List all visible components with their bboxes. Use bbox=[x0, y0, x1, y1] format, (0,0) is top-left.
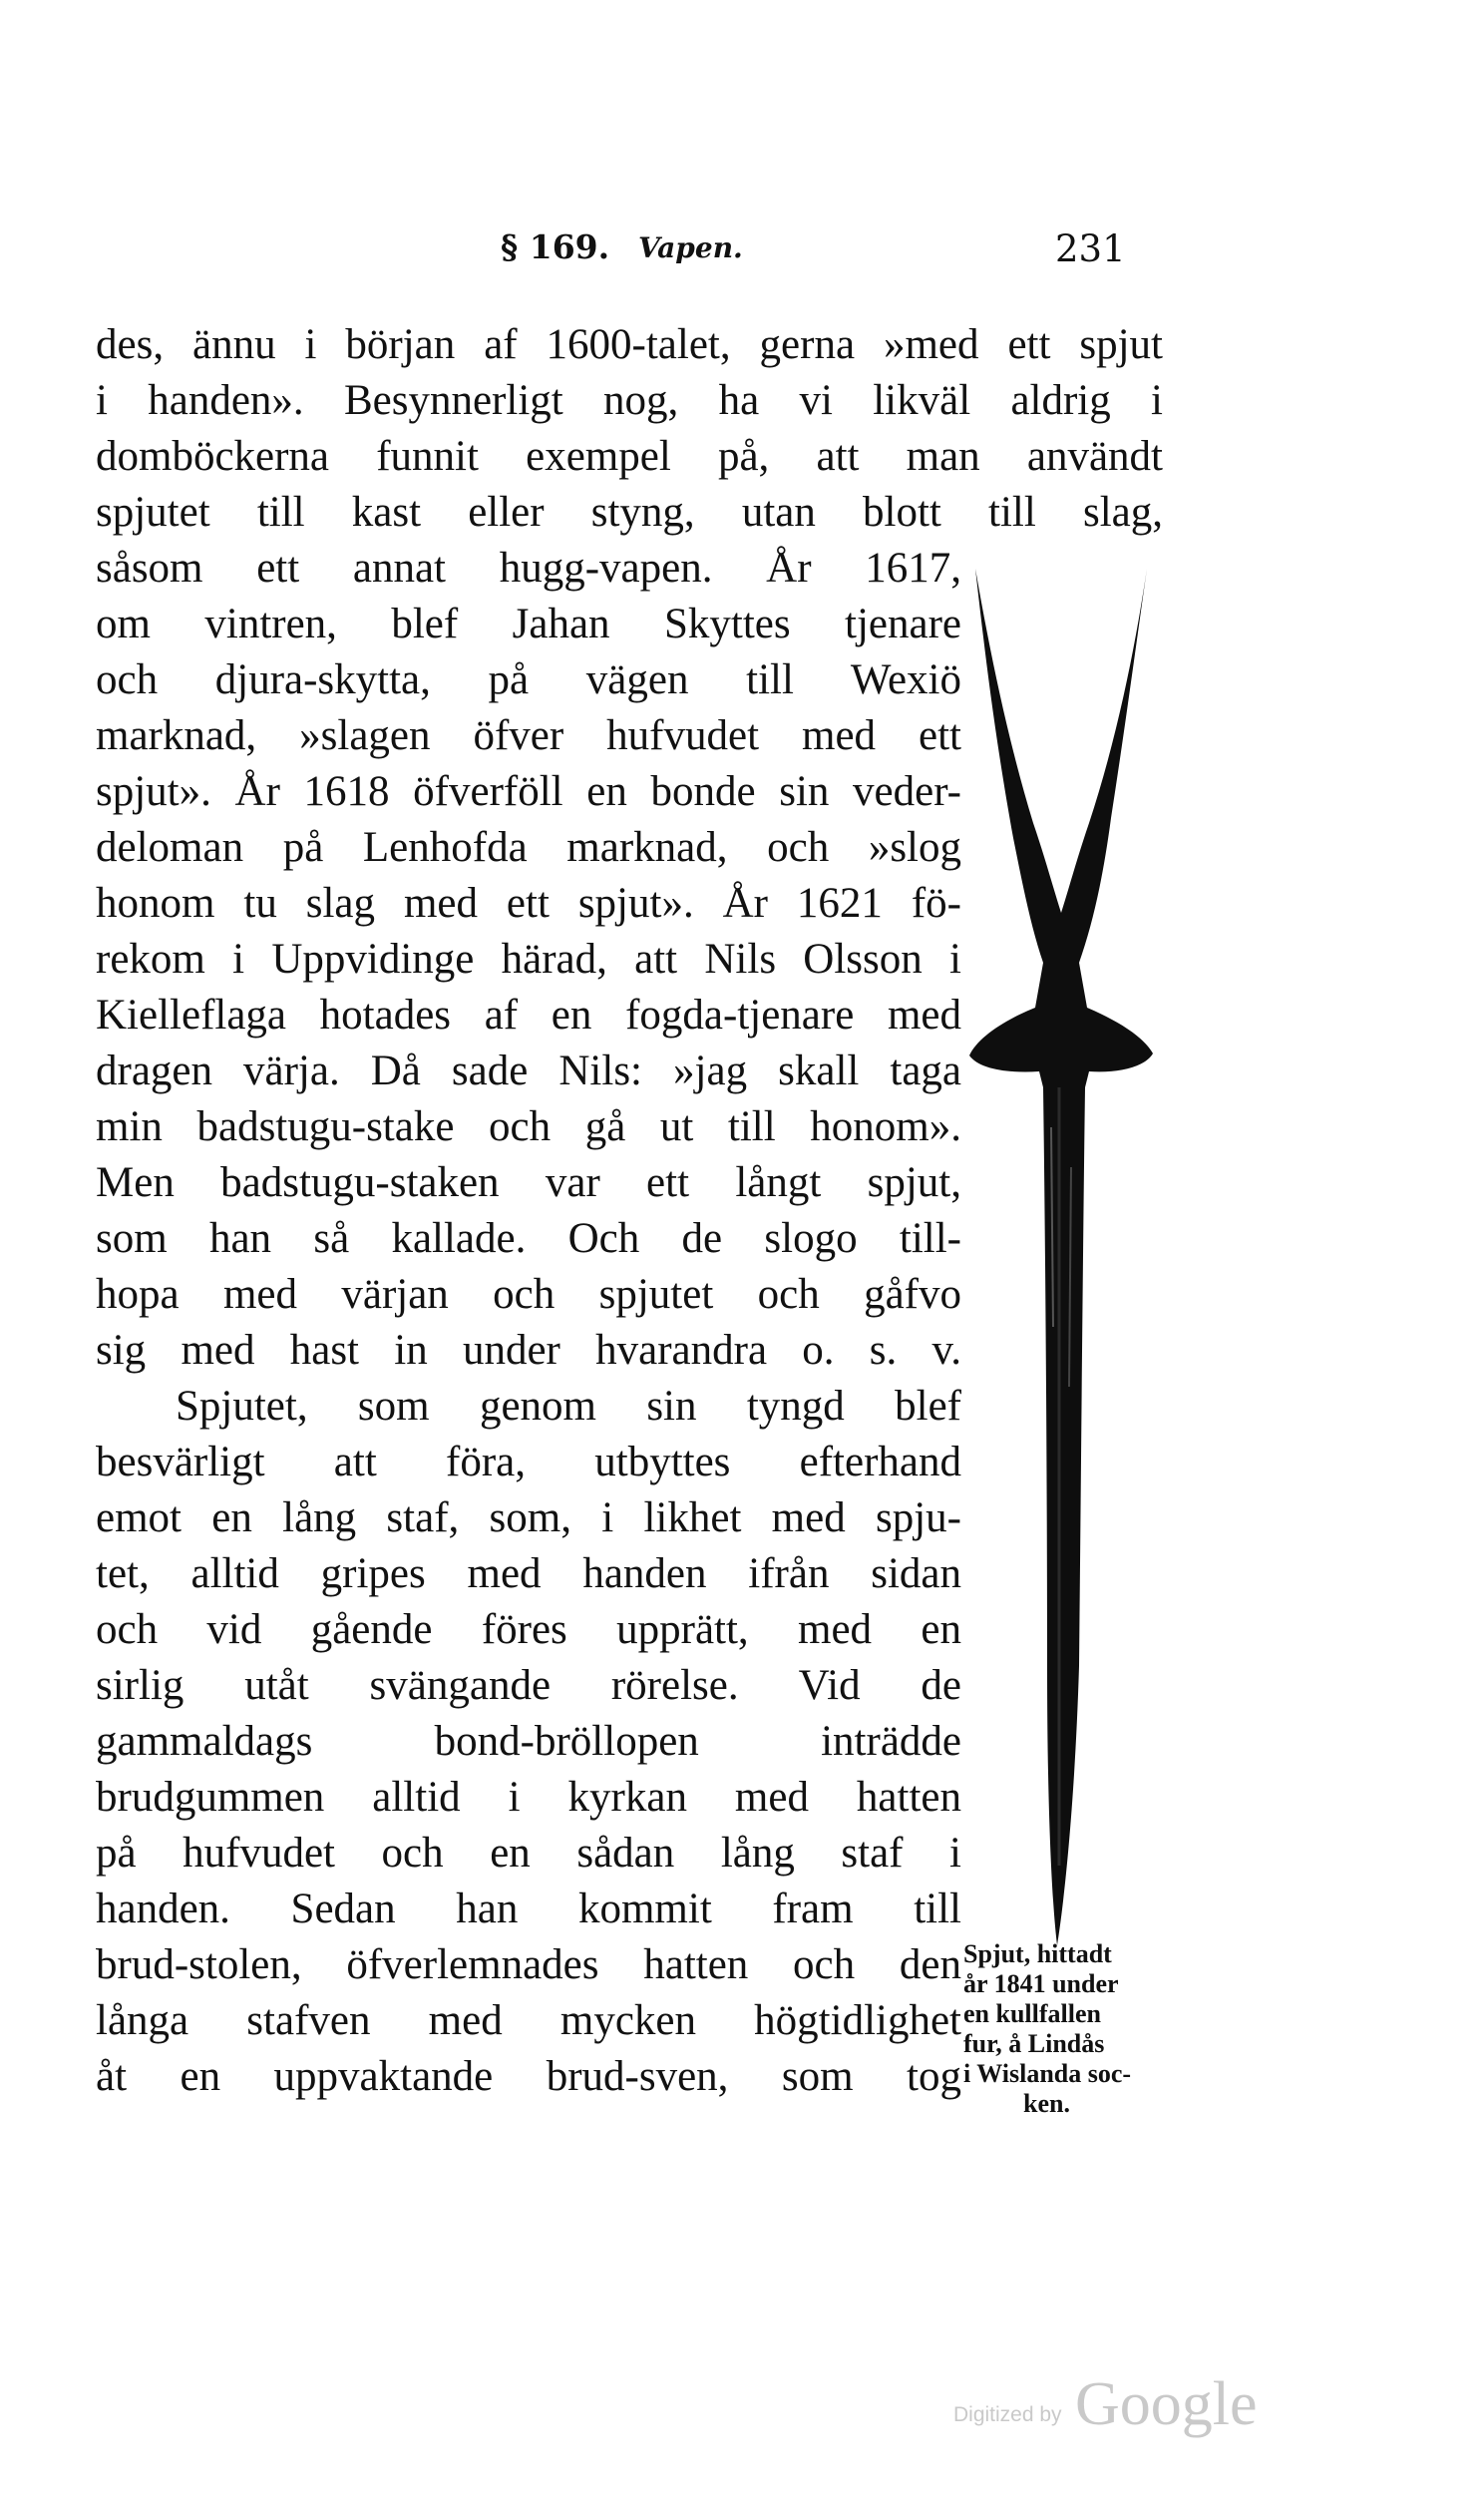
digitized-watermark bbox=[953, 2369, 1258, 2439]
text-line: domböckerna funnit exempel på, att man användt bbox=[96, 433, 1163, 480]
text-line: långa stafven med mycken högtidlighet bbox=[96, 1997, 961, 2044]
text-line: Men badstugu-staken var ett långt spjut, bbox=[96, 1159, 961, 1206]
spear-head bbox=[969, 569, 1153, 1945]
google-logo: Google bbox=[1075, 2370, 1258, 2438]
text-line: gammaldags bond-bröllopen inträdde bbox=[96, 1718, 961, 1765]
running-header bbox=[0, 227, 1484, 277]
text-line: des, ännu i början af 1600-talet, gerna »med ett spjut bbox=[96, 321, 1163, 368]
text-line: om vintren, blef Jahan Skyttes tjenare bbox=[96, 601, 961, 647]
text-line: såsom ett annat hugg-vapen. År 1617, bbox=[96, 545, 961, 592]
caption-line: Spjut, hittadt bbox=[963, 1939, 1112, 1968]
text-line: brud-stolen, öfverlemnades hatten och den bbox=[96, 1941, 961, 1988]
text-line: sig med hast in under hvarandra o. s. v. bbox=[96, 1327, 961, 1374]
text-line: Spjutet, som genom sin tyngd blef bbox=[176, 1383, 961, 1430]
caption-line: en kullfallen bbox=[963, 1999, 1101, 2028]
text-line: honom tu slag med ett spjut». År 1621 fö- bbox=[96, 880, 961, 927]
text-line: min badstugu-stake och gå ut till honom». bbox=[96, 1103, 961, 1150]
text-line: marknad, »slagen öfver hufvudet med ett bbox=[96, 712, 961, 759]
text-line: dragen värja. Då sade Nils: »jag skall taga bbox=[96, 1048, 961, 1094]
text-line: på hufvudet och en sådan lång staf i bbox=[96, 1830, 961, 1877]
spear-illustration bbox=[965, 569, 1155, 1945]
figure-caption bbox=[963, 1939, 1183, 2119]
caption-line: år 1841 under bbox=[963, 1969, 1119, 1998]
text-line: tet, alltid gripes med handen ifrån sidan bbox=[96, 1550, 961, 1597]
text-line: och djura-skytta, på vägen till Wexiö bbox=[96, 656, 961, 703]
caption-line: i Wislanda soc- bbox=[963, 2059, 1132, 2088]
text-line: hopa med värjan och spjutet och gåfvo bbox=[96, 1271, 961, 1318]
header-section: § 169. bbox=[501, 227, 610, 266]
text-line: rekom i Uppvidinge härad, att Nils Olsson i bbox=[96, 936, 961, 983]
caption-line: ken. bbox=[1023, 2089, 1070, 2118]
text-line: handen. Sedan han kommit fram till bbox=[96, 1886, 961, 1932]
text-line: spjutet till kast eller styng, utan blott till slag, bbox=[96, 489, 1163, 536]
text-line: och vid gående föres upprätt, med en bbox=[96, 1606, 961, 1653]
text-line: spjut». År 1618 öfverföll en bonde sin veder- bbox=[96, 768, 961, 815]
text-line: som han så kallade. Och de slogo till- bbox=[96, 1215, 961, 1262]
text-line: besvärligt att föra, utbyttes efterhand bbox=[96, 1439, 961, 1485]
text-line: åt en uppvaktande brud-sven, som tog bbox=[96, 2053, 961, 2100]
page-number: 231 bbox=[1055, 227, 1126, 270]
caption-line: fur, å Lindås bbox=[963, 2029, 1105, 2058]
text-line: i handen». Besynnerligt nog, ha vi likväl aldrig i bbox=[96, 377, 1163, 424]
text-line: Kielleflaga hotades af en fogda-tjenare med bbox=[96, 992, 961, 1039]
text-line: emot en lång staf, som, i likhet med spju- bbox=[96, 1494, 961, 1541]
text-line: deloman på Lenhofda marknad, och »slog bbox=[96, 824, 961, 871]
header-title: Vapen. bbox=[638, 231, 743, 264]
text-line: sirlig utåt svängande rörelse. Vid de bbox=[96, 1662, 961, 1709]
watermark-prefix: Digitized by bbox=[953, 2403, 1062, 2426]
text-line: brudgummen alltid i kyrkan med hatten bbox=[96, 1774, 961, 1821]
